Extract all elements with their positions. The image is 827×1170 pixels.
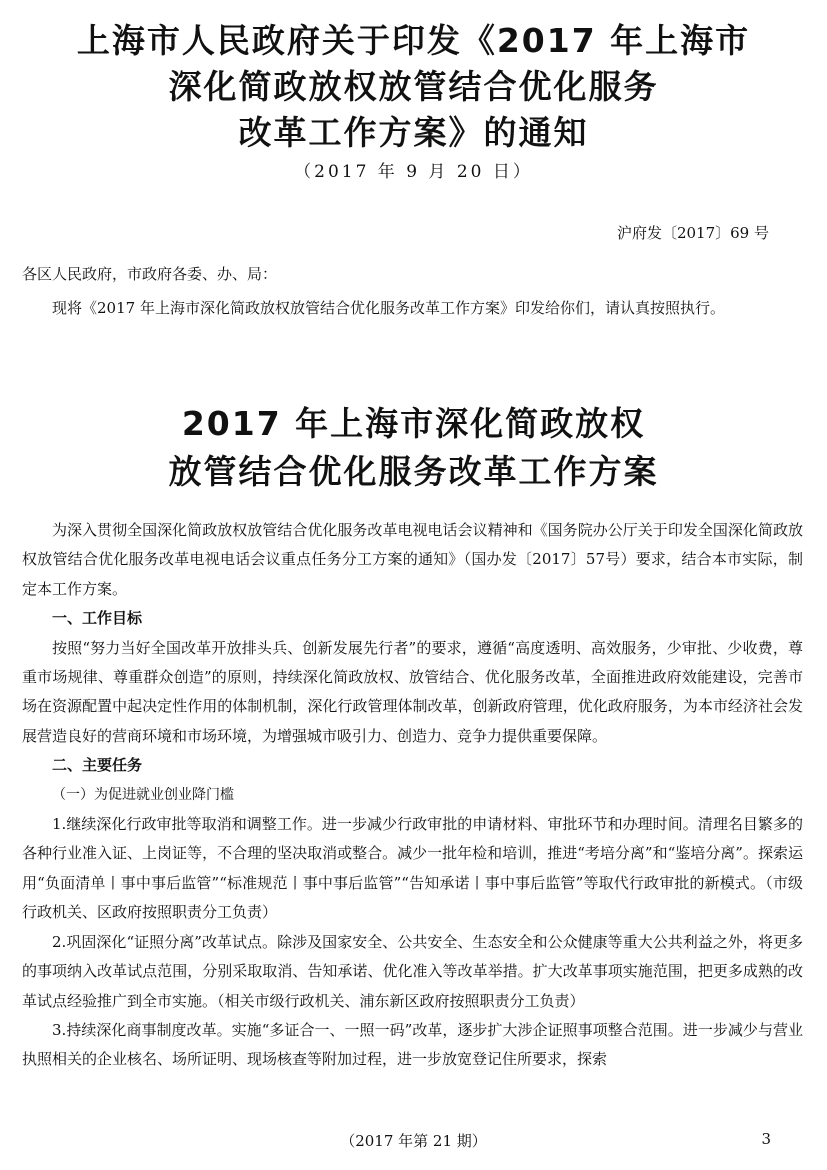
intro-paragraph: 现将《2017 年上海市深化简政放权放管结合优化服务改革工作方案》印发给你们，请认真按照执行。 (52, 299, 725, 317)
plan-title (40, 400, 787, 496)
plan-title-line: 放管结合优化服务改革工作方案 (168, 452, 659, 491)
document-number: 沪府发〔2017〕69 号 (616, 224, 769, 242)
body-paragraph: 按照“努力当好全国改革开放排头兵、创新发展先行者”的要求，遵循“高度透明、高效服务，少审批、少收费，尊重市场规律、尊重群众创造”的原则，持续深化简政放权、放管结合、优化服务改革，全面推进政府效能建设，完善市场在资源配置中起决定性作用的体制机制，深化行政管理体制改革，创新政府管理，优化政府服务，为本市经济社会发展营造良好的营商环境和市场环境，为增强城市吸引力、创造力、竞争力提供重要保障。 (22, 638, 803, 745)
body-paragraph: 为深入贯彻全国深化简政放权放管结合优化服务改革电视电话会议精神和《国务院办公厅关于印发全国深化简政放权放管结合优化服务改革电视电话会议重点任务分工方案的通知》（国办发〔2017〕57号）要求，结合本市实际，制定本工作方案。 (22, 521, 803, 598)
notice-date: （2017 年 9 月 20 日） (294, 162, 533, 182)
notice-title-line: 改革工作方案》的通知 (238, 113, 589, 152)
page-number: 3 (761, 1130, 771, 1148)
body-paragraph: 3.持续深化商事制度改革。实施“多证合一、一照一码”改革，逐步扩大涉企证照事项整合范围。进一步减少与营业执照相关的企业核名、场所证明、现场核查等附加过程，进一步放宽登记住所要求，探索 (22, 1020, 803, 1069)
issue-footer: （2017 年第 21 期） (340, 1132, 487, 1150)
section-heading: 一、工作目标 (52, 609, 143, 628)
notice-title-line: 深化简政放权放管结合优化服务 (168, 67, 659, 106)
subsection-heading: （一）为促进就业创业降门槛 (52, 786, 234, 803)
body-paragraph: 1.继续深化行政审批等取消和调整工作。进一步减少行政审批的申请材料、审批环节和办理时间。清理名目繁多的各种行业准入证、上岗证等，不合理的坚决取消或整合。减少一批年检和培训，推进“考培分离”和“鉴培分离”。探索运用“负面清单丨事中事后监管”“标准规范丨事中事后监管”“告知承诺丨事中事后监管”等取代行政审批的新模式。（市级行政机关、区政府按照职责分工负责） (22, 815, 803, 922)
addressee: 各区人民政府，市政府各委、办、局： (22, 265, 278, 283)
notice-title-line: 上海市人民政府关于印发《2017 年上海市 (76, 21, 751, 60)
section-heading: 二、主要任务 (52, 756, 143, 775)
body-paragraph: 2.巩固深化“证照分离”改革试点。除涉及国家安全、公共安全、生态安全和公众健康等重大公共利益之外，将更多的事项纳入改革试点范围，分别采取取消、告知承诺、优化准入等改革举措。扩大改革事项实施范围，把更多成熟的改革试点经验推广到全市实施。（相关市级行政机关、浦东新区政府按照职责分工负责） (22, 932, 803, 1010)
notice-title (40, 18, 787, 186)
plan-title-line: 2017 年上海市深化简政放权 (181, 404, 646, 443)
plan-body (22, 516, 803, 1075)
